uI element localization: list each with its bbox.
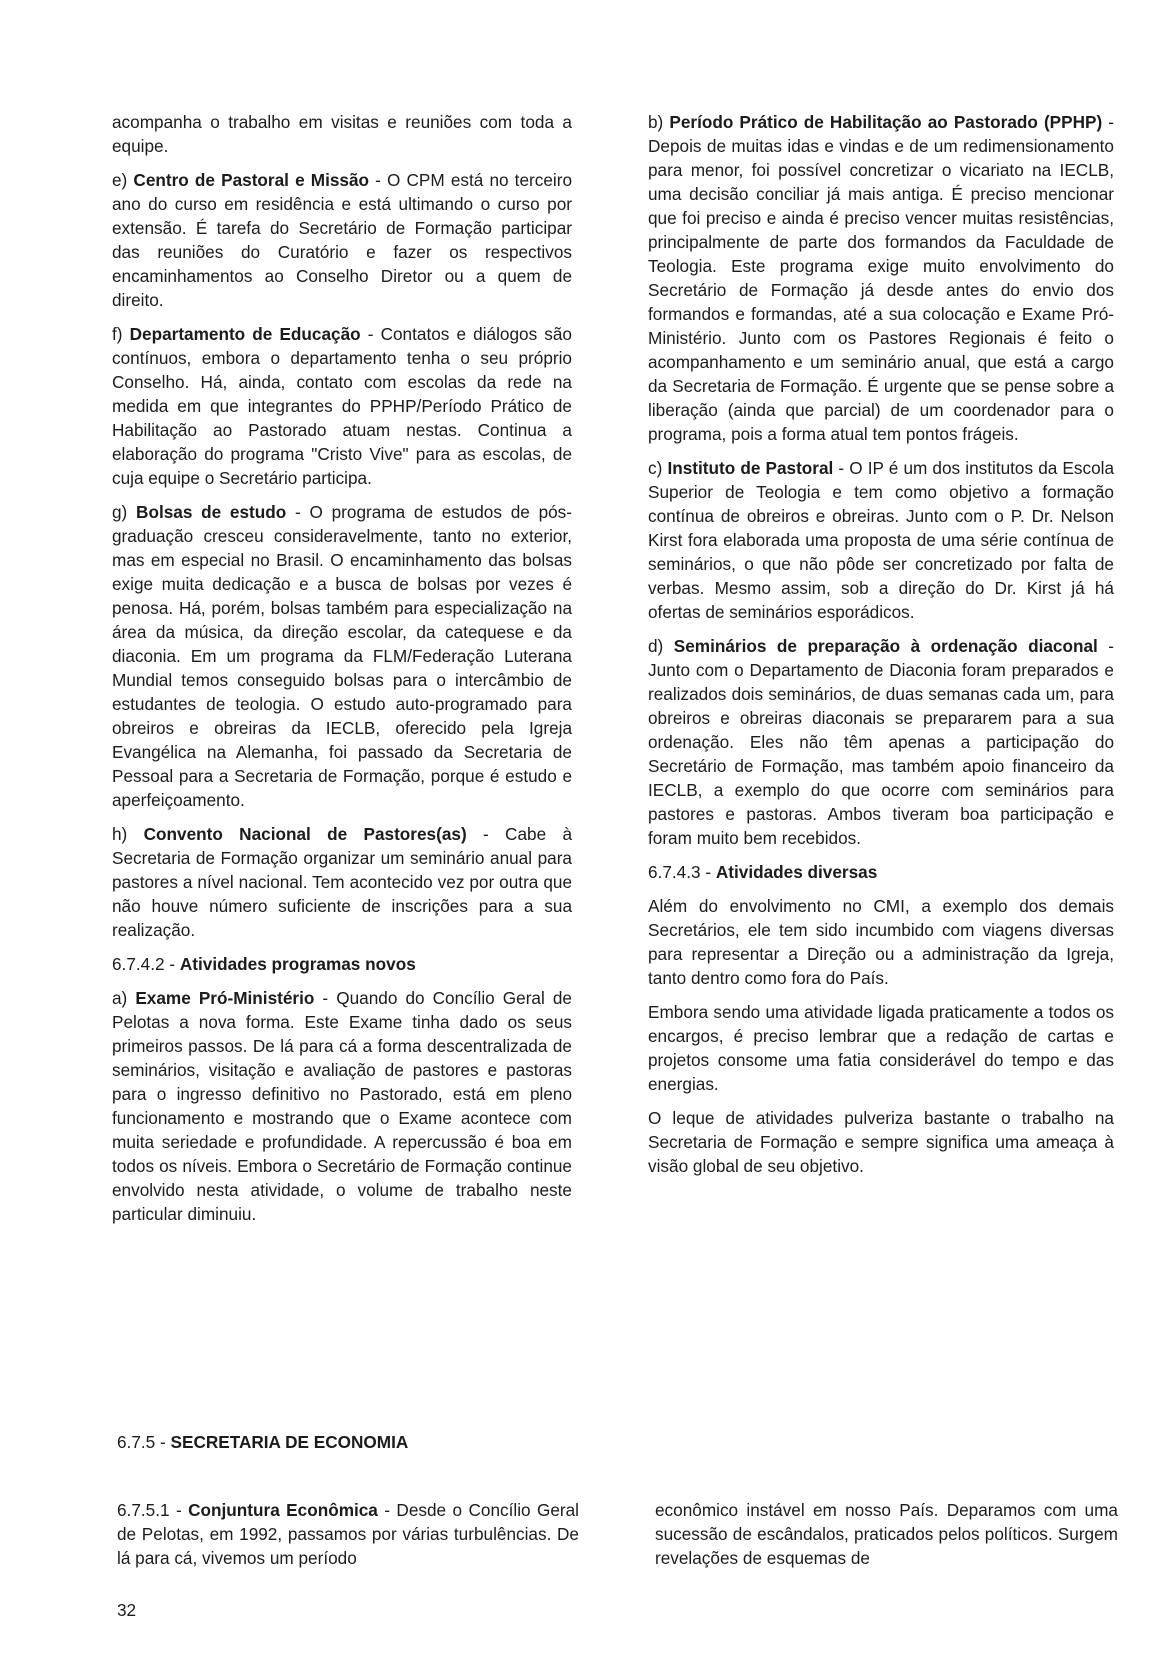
- item-title: Centro de Pastoral e Missão: [133, 170, 370, 190]
- section-number: 6.7.5 -: [117, 1432, 171, 1452]
- right-column: [648, 110, 1114, 1188]
- paragraph-cmi: Além do envolvimento no CMI, a exemplo dos demais Secretários, ele tem sido incumbido com viagens diversas para representar a Direção ou a administração da Igreja, tanto dentro como fora do País.: [648, 896, 1114, 988]
- heading-number: 6.7.4.3 -: [648, 862, 716, 882]
- item-title: Seminários de preparação à ordenação diaconal: [673, 636, 1098, 656]
- item-text: - Junto com o Departamento de Diaconia foram preparados e realizados dois seminários, de duas semanas cada um, para obreiros e obreiras diaconais se prepararem para a sua ordenação. Eles não têm apenas a participação do Secretário de Formação, mas também apoio financeiro da IECLB, a exemplo do que ocorre com seminários para pastores e pastoras. Ambos tiveram boa participação e foram muito bem recebidos.: [648, 636, 1115, 848]
- paragraph-leque-atividades: O leque de atividades pulveriza bastante o trabalho na Secretaria de Formação e sempre significa uma ameaça à visão global de seu objetivo.: [648, 1108, 1114, 1176]
- item-prefix: b): [648, 112, 670, 132]
- paragraph-number: 6.7.5.1 -: [117, 1500, 189, 1520]
- section-heading: SECRETARIA DE ECONOMIA: [170, 1432, 409, 1452]
- paragraph-text: - Desde o Concílio Geral de Pelotas, em 1992, passamos por várias turbulências. De lá para cá, vivemos um período: [117, 1500, 580, 1568]
- item-e-centro-pastoral: [112, 168, 572, 312]
- item-prefix: f): [112, 324, 130, 344]
- heading-6743: [648, 860, 1114, 884]
- item-text: - Contatos e diálogos são contínuos, embora o departamento tenha o seu próprio Conselho. Há, ainda, contato com escolas da rede na medida em que integrantes do PPHP/Período Prático de Habilitação ao Pastorado atuam nestas. Continua a elaboração do programa "Cristo Vive" para as escolas, de cuja equipe o Secretário participa.: [112, 324, 572, 488]
- item-title: Departamento de Educação: [129, 324, 361, 344]
- item-prefix: e): [112, 170, 134, 190]
- heading-number: 6.7.4.2 -: [112, 954, 180, 974]
- item-f-departamento-educacao: [112, 322, 572, 490]
- item-title: Convento Nacional de Pastores(as): [143, 824, 467, 844]
- heading-title: Atividades programas novos: [179, 954, 416, 974]
- item-b-pphp: [648, 110, 1114, 446]
- item-prefix: h): [112, 824, 144, 844]
- item-g-bolsas-estudo: [112, 500, 572, 812]
- item-text: - Quando do Concílio Geral de Pelotas a nova forma. Este Exame tinha dado os seus primeiros passos. De lá para cá a forma descentralizada de seminários, visitação e avaliação de pastores e pastoras para o ingresso definitivo no Pastorado, está em pleno funcionamento e mostrando que o Exame acontece com muita seriedade e profundidade. A repercussão é boa em todos os níveis. Embora o Secretário de Formação continue envolvido nesta atividade, o volume de trabalho neste particular diminuiu.: [112, 988, 572, 1224]
- heading-6742: [112, 952, 572, 976]
- item-text: - Cabe à Secretaria de Formação organizar um seminário anual para pastores a nível nacional. Tem acontecido vez por outra que não houve número suficiente de inscrições para a sua realização.: [112, 824, 573, 940]
- section-title-6775: [117, 1430, 408, 1454]
- item-text: - O IP é um dos institutos da Escola Superior de Teologia e tem como objetivo a formação contínua de obreiros e obreiras. Junto com o P. Dr. Nelson Kirst fora elaborada uma proposta de uma série contínua de seminários, o que não pôde ser concretizado por falta de verbas. Mesmo assim, sob a direção do Dr. Kirst já há ofertas de seminários esporádicos.: [648, 458, 1115, 622]
- item-title: Bolsas de estudo: [136, 502, 287, 522]
- paragraph-continuation: acompanha o trabalho em visitas e reuniões com toda a equipe.: [112, 112, 572, 156]
- item-text: - O programa de estudos de pós-graduação cresceu consideravelmente, tanto no exterior, mas em especial no Brasil. O encaminhamento das bolsas exige muita dedicação e a busca de bolsas por vezes é penosa. Há, porém, bolsas também para especialização na área da música, da direção escolar, da catequese e da diaconia. Em um programa da FLM/Federação Luterana Mundial temos conseguido bolsas para o intercâmbio de estudantes de teologia. O estudo auto-programado para obreiros e obreiras da IECLB, oferecido pela Igreja Evangélica na Alemanha, foi passado da Secretaria de Pessoal para a Secretaria de Formação, porque é estudo e aperfeiçoamento.: [112, 502, 572, 810]
- item-prefix: g): [112, 502, 137, 522]
- item-title: Período Prático de Habilitação ao Pastorado (PPHP): [669, 112, 1103, 132]
- paragraph-title: Conjuntura Econômica: [188, 1500, 378, 1520]
- bottom-left-column: [117, 1498, 579, 1570]
- item-prefix: d): [648, 636, 674, 656]
- heading-title: Atividades diversas: [715, 862, 878, 882]
- paragraph-continuation-economico: econômico instável em nosso País. Deparamos com uma sucessão de escândalos, praticados pelos políticos. Surgem revelações de esquemas de: [655, 1500, 1118, 1568]
- item-d-seminarios-diaconal: [648, 634, 1114, 850]
- item-text: - Depois de muitas idas e vindas e de um redimensionamento para menor, foi possível concretizar o vicariato na IECLB, uma decisão conciliar já mais antiga. É preciso mencionar que foi preciso e ainda é preciso vencer muitas resistências, principalmente de parte dos formandos da Faculdade de Teologia. Este programa exige muito envolvimento do Secretário de Formação já desde antes do envio dos formandos e formandas, até a sua colocação e Exame Pró-Ministério. Junto com os Pastores Regionais é feito o acompanhamento e um seminário anual, que está a cargo da Secretaria de Formação. É urgente que se pense sobre a liberação (ainda que parcial) de um coordenador para o programa, pois a forma atual tem pontos frágeis.: [648, 112, 1115, 444]
- item-prefix: a): [112, 988, 136, 1008]
- paragraph-conjuntura: [117, 1498, 579, 1570]
- page-number: 32: [117, 1600, 137, 1620]
- item-c-instituto-pastoral: [648, 456, 1114, 624]
- left-column: [112, 110, 572, 1236]
- bottom-right-column: [655, 1498, 1118, 1570]
- item-h-convento-nacional: [112, 822, 572, 942]
- item-title: Exame Pró-Ministério: [135, 988, 315, 1008]
- item-title: Instituto de Pastoral: [667, 458, 834, 478]
- paragraph-cartas-projetos: Embora sendo uma atividade ligada praticamente a todos os encargos, é preciso lembrar que a redação de cartas e projetos consome uma fatia considerável do tempo e das energias.: [648, 1002, 1114, 1094]
- item-prefix: c): [648, 458, 668, 478]
- item-text: - O CPM está no terceiro ano do curso em residência e está ultimando o curso por extensão. É tarefa do Secretário de Formação participar das reuniões do Curatório e fazer os respectivos encaminhamentos ao Conselho Diretor ou a quem de direito.: [112, 170, 572, 310]
- item-a-exame-pro-ministerio: [112, 986, 572, 1226]
